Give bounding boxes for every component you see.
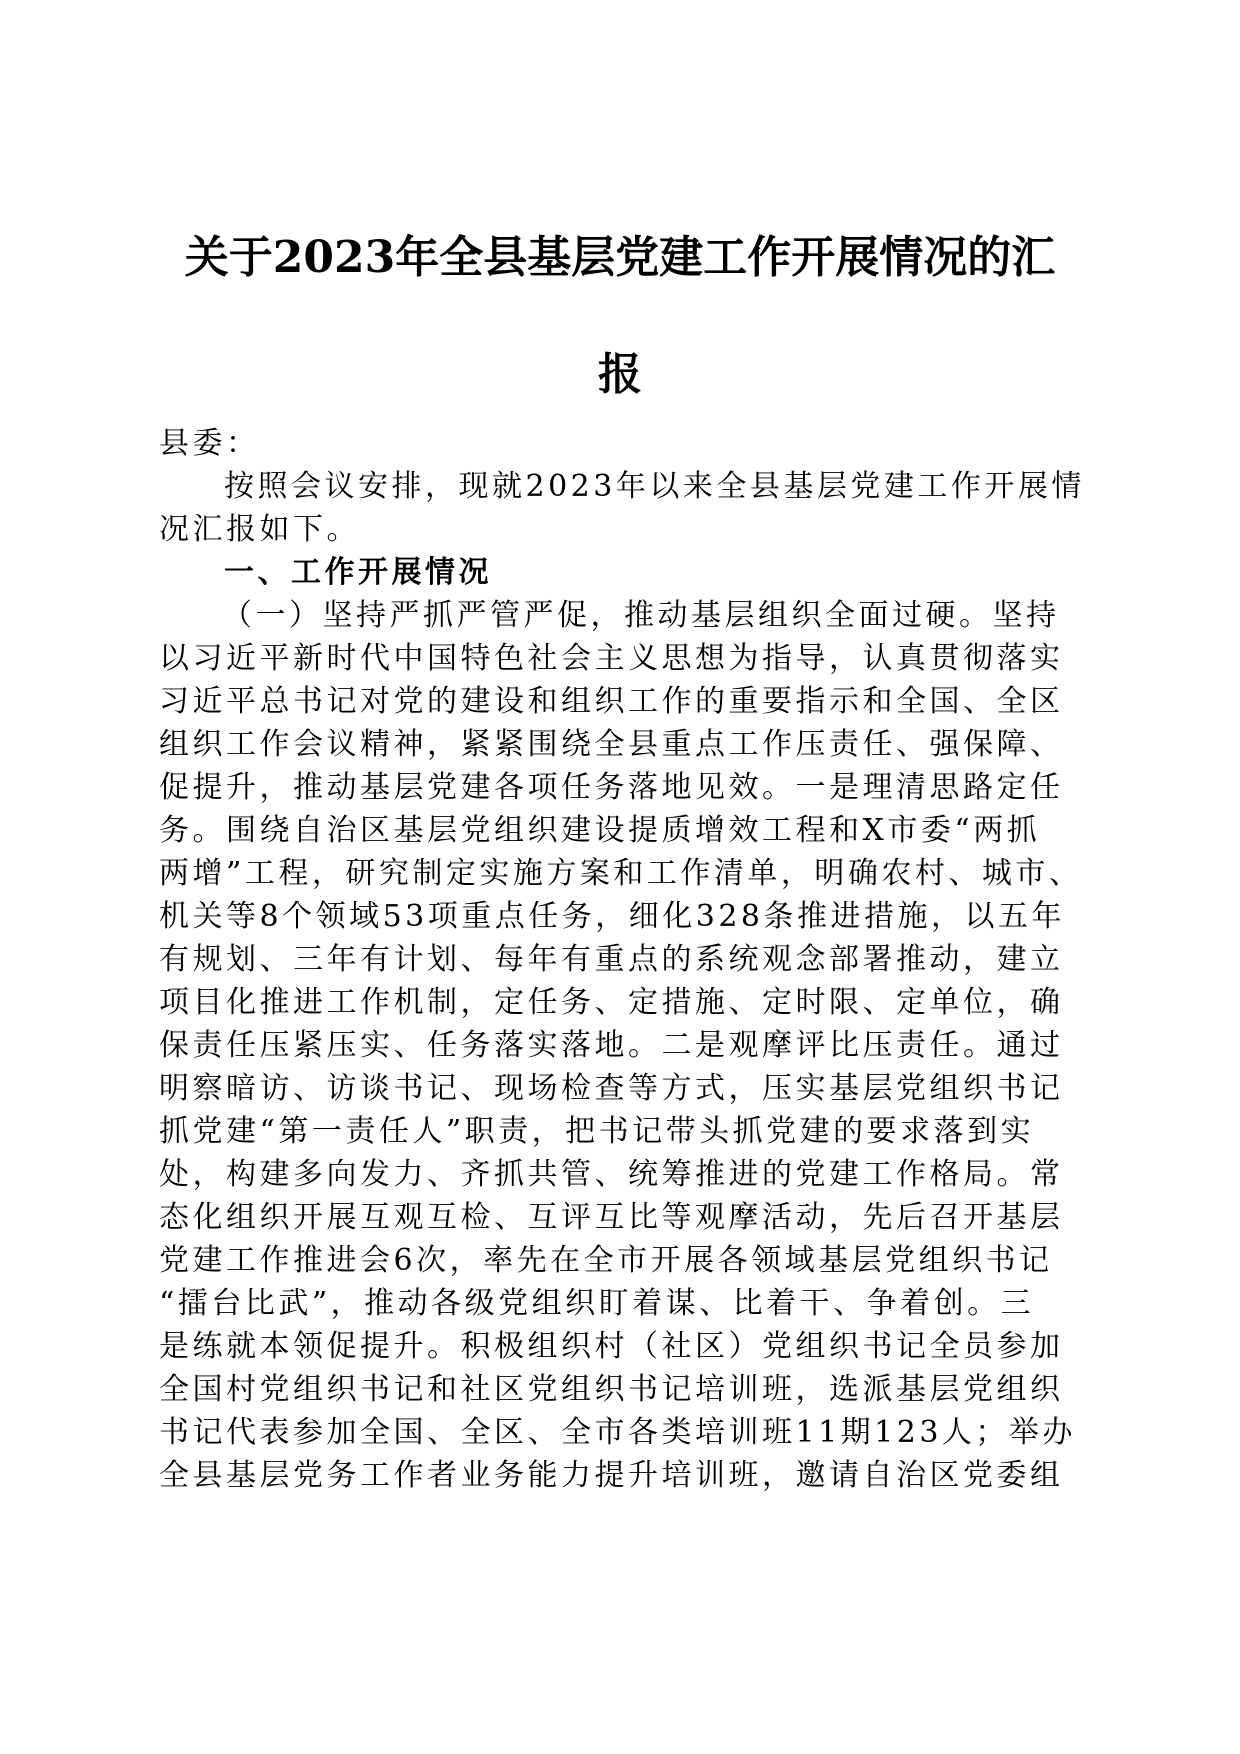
body-line: 习近平总书记对党的建设和组织工作的重要指示和全国、全区 (159, 684, 1064, 719)
body-line: 务。围绕自治区基层党组织建设提质增效工程和X市委“两抓 (159, 813, 1041, 848)
body-line: 有规划、三年有计划、每年有重点的系统观念部署推动，建立 (159, 942, 1064, 977)
section-heading: 一、工作开展情况 (224, 555, 492, 590)
body-line: “擂台比武”，推动各级党组织盯着谋、比着干、争着创。三 (159, 1286, 1035, 1321)
salutation: 县委： (159, 426, 260, 461)
body-line: 组织工作会议精神，紧紧围绕全县重点工作压责任、强保障、 (159, 727, 1064, 762)
body-line: 机关等8个领域53项重点任务，细化328条推进措施，以五年 (159, 899, 1066, 934)
intro-line: 况汇报如下。 (159, 512, 360, 547)
body-line: 党建工作推进会6次，率先在全市开展各领域基层党组织书记 (159, 1243, 1053, 1278)
intro-line: 按照会议安排，现就2023年以来全县基层党建工作开展情 (224, 469, 1085, 504)
body-line: 明察暗访、访谈书记、现场检查等方式，压实基层党组织书记 (159, 1071, 1064, 1106)
body-line: 书记代表参加全国、全区、全市各类培训班11期123人；举办 (159, 1415, 1076, 1450)
document-title-line-2: 报 (598, 349, 642, 400)
body-line: （一）坚持严抓严管严促，推动基层组织全面过硬。坚持 (222, 598, 1060, 633)
body-line: 全国村党组织书记和社区党组织书记培训班，选派基层党组织 (159, 1372, 1064, 1407)
document-title-line-1: 关于2023年全县基层党建工作开展情况的汇 (184, 232, 1056, 283)
body-line: 两增”工程，研究制定实施方案和工作清单，明确农村、城市、 (159, 856, 1083, 891)
body-line: 保责任压紧压实、任务落实落地。二是观摩评比压责任。通过 (159, 1028, 1064, 1063)
body-line: 以习近平新时代中国特色社会主义思想为指导，认真贯彻落实 (159, 641, 1064, 676)
body-line: 全县基层党务工作者业务能力提升培训班，邀请自治区党委组 (159, 1458, 1064, 1493)
body-line: 处，构建多向发力、齐抓共管、统筹推进的党建工作格局。常 (159, 1157, 1064, 1192)
body-line: 态化组织开展互观互检、互评互比等观摩活动，先后召开基层 (159, 1200, 1064, 1235)
body-line: 项目化推进工作机制，定任务、定措施、定时限、定单位，确 (159, 985, 1064, 1020)
body-line: 是练就本领促提升。积极组织村（社区）党组织书记全员参加 (159, 1329, 1064, 1364)
body-line: 促提升，推动基层党建各项任务落地见效。一是理清思路定任 (159, 770, 1064, 805)
body-line: 抓党建“第一责任人”职责，把书记带头抓党建的要求落到实 (159, 1114, 1035, 1149)
